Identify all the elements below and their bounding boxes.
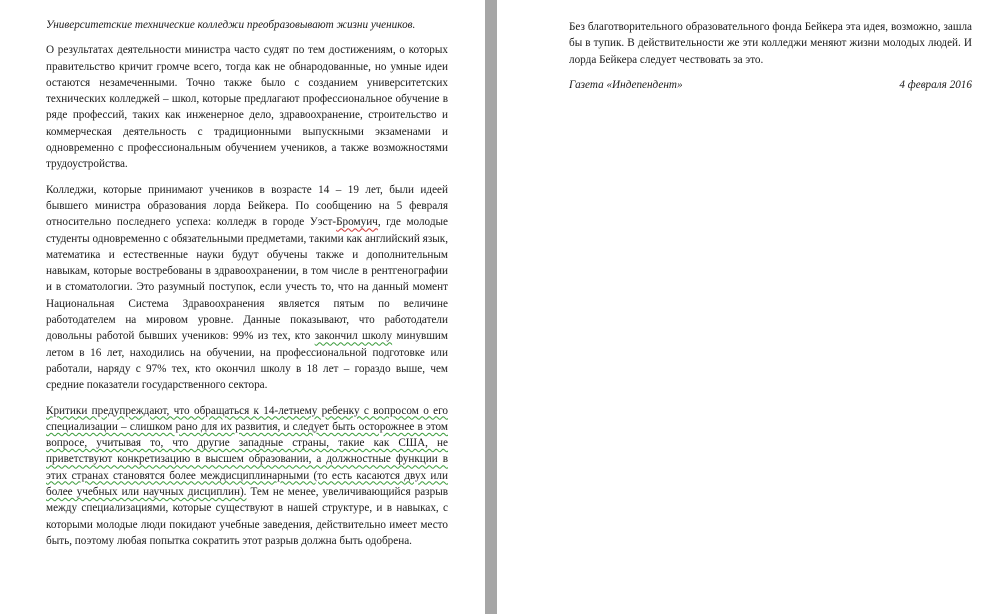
article-title: Университетские технические колледжи преобразовывают жизни учеников. bbox=[46, 19, 416, 31]
page-gutter bbox=[485, 0, 497, 614]
paragraph-3-text: Тем не менее, увеличивающийся разрыв между специализациями, которые существуют в нашей структуре, и в навыках, с которыми молодые люди покидают учебные заведения, действительно имеет место быть, поэтому любая попытка сократить этот разрыв должна быть одобрена. bbox=[46, 486, 448, 547]
paragraph-1[interactable]: О результатах деятельности министра часто судят по тем достижениям, о которых правительство кричит громче всего, тогда как не обнародованные, но умные идеи остаются незамеченными. Точно также было с созданием университетских технических колледжей – школ, которые предлагают профессиональное обучение в ряде профессий, таких как инженерное дело, здравоохранение, строительство и коммерческая деятельность с традиционными выпускными экзаменами и одновременно с профессиональным обучением учеников, а также возможностями трудоустройства. bbox=[46, 44, 448, 171]
grammar-error-sentence[interactable]: Критики предупреждают, что обращаться к 14-летнему ребенку с вопросом о его специализации – слишком рано для их развития, и следует быть осторожнее в этом вопросе, учитывая то, что другие западные страны, такие как США, не приветствуют конкретизацию в высшем образовании, а должностные функции в этих странах становятся более междисциплинарными (то есть касаются двух или более учебных или научных дисциплин). bbox=[46, 404, 448, 499]
paragraph-2[interactable] bbox=[46, 182, 448, 394]
paragraph-2-text-c: минувшим летом в 16 лет, находились на обучении, на профессиональной подготовке или работали, наряду с 97% тех, кто окончил школу в 18 лет – гораздо выше, чем средние показатели государственного сектора. bbox=[46, 330, 448, 392]
right-paragraph-1[interactable]: Без благотворительного образовательного фонда Бейкера эта идея, возможно, зашла бы в тупик. В действительности же эти колледжи меняют жизни молодых людей. И лорда Бейкера следует чествовать за это. bbox=[569, 21, 972, 66]
text-column-left[interactable] bbox=[46, 17, 448, 558]
text-column-right[interactable] bbox=[569, 19, 972, 93]
spelling-error-word[interactable]: Бромуич bbox=[336, 216, 378, 229]
grammar-error-phrase[interactable]: закончил школу bbox=[314, 330, 393, 343]
source-name: Газета «Индепендент» bbox=[569, 78, 683, 91]
paragraph-2-text-a: Колледжи, которые принимают учеников в возрасте 14 – 19 лет, были идеей бывшего министра образования лорда Бейкера. По сообщению на 5 февраля относительно последнего успеха: колледж в городе Уэст- bbox=[46, 183, 448, 229]
paragraph-3[interactable] bbox=[46, 403, 448, 550]
document-page-right[interactable] bbox=[497, 0, 997, 614]
document-page-left[interactable] bbox=[0, 0, 485, 614]
paragraph-2-text-b: , где молодые студенты одновременно с обязательными предметами, такими как английский язык, математика и естественные науки будут обучены также и дополнительным навыкам, которые востребованы в здравоохранении, в том числе в рентгенографии и в стоматологии. Это разумный поступок, если учесть то, что на данный момент Национальная Система Здравоохранения является пятым по величине работодателем на мировом уровне. Данные показывают, что работодатели довольны работой бывших учеников: 99% из тех, кто bbox=[46, 216, 449, 343]
signature-line bbox=[569, 77, 972, 93]
publication-date: 4 февраля 2016 bbox=[899, 78, 972, 91]
